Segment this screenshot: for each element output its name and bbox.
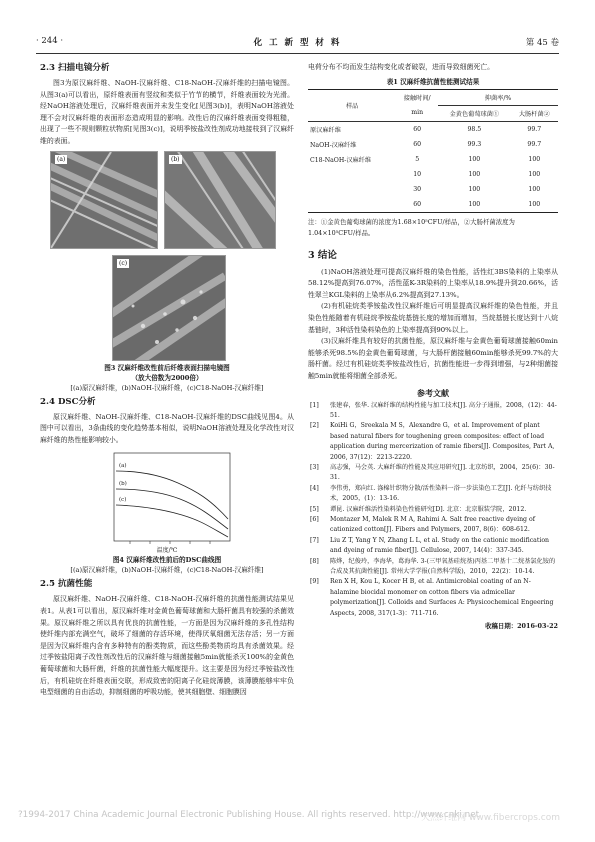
volume-label: 第 45 卷	[525, 38, 559, 48]
reference-item	[308, 505, 558, 515]
table-cell-time: 60	[413, 140, 422, 148]
table-cell-sample	[308, 182, 396, 197]
sem-label-a: (a)	[57, 155, 66, 163]
sem-image-a	[50, 151, 158, 249]
table-header-ecoli: 大肠杆菌②	[511, 105, 558, 121]
reference-text: 李伟勇，郑向红. 涤棉针织物分散/活性染料一浴一步法染色工艺[J]. 化纤与纺织技术，2005，(1)：13-16.	[330, 484, 552, 503]
reference-item	[308, 484, 558, 505]
table-cell-time: 10	[413, 170, 422, 178]
table-row	[308, 197, 558, 213]
header-rule	[36, 53, 559, 54]
section-2-4-title: 2.4 DSC分析	[40, 396, 96, 407]
table-cell-sample: NaOH-汉麻纤维	[310, 141, 357, 149]
figure-4-caption: 图4 汉麻纤维改性前后的DSC曲线图	[112, 556, 222, 565]
page-number: · 244 ·	[36, 36, 64, 46]
reference-number: [5]	[310, 505, 319, 513]
reference-item	[308, 536, 558, 557]
reference-item	[308, 421, 558, 463]
sem-label-b: (b)	[171, 155, 180, 163]
table-cell-ecoli: 100	[528, 170, 541, 178]
dsc-figure	[100, 449, 234, 555]
figure-3-magnification: （放大倍数为2000倍）	[131, 373, 203, 382]
antibacterial-table	[308, 89, 558, 213]
reference-text: KoiHi G，Sreekala M S，Alexandre G，et al. Improvement of plant based natural fibers for toughening green composites: effect of load application during mercerization of ramie fibers[J]. Composites, Part A, 2006, 37(12)：2213-2220.	[330, 422, 555, 461]
watermark-text: 天然纤维网 www.fibercrops.com	[421, 813, 560, 823]
conclusion-title: 3 结论	[308, 249, 337, 261]
table-cell-sample: 原汉麻纤维	[310, 126, 341, 134]
sem-image-a-texture	[51, 152, 157, 248]
reference-number: [3]	[310, 463, 319, 471]
table-row	[308, 137, 558, 152]
reference-number: [1]	[310, 401, 319, 409]
sem-image-b	[164, 151, 276, 249]
reference-item	[308, 577, 558, 619]
antibacterial-continuation: 电荷分布不均而发生结构变化或者破裂，进而导致细菌死亡。	[308, 63, 495, 71]
sem-image-b-texture	[165, 152, 275, 248]
table-cell-time: 30	[413, 185, 422, 193]
table-cell-sample	[308, 167, 396, 182]
reference-item	[308, 401, 558, 422]
reference-number: [2]	[310, 422, 319, 430]
reference-number: [8]	[310, 557, 319, 565]
sem-label-c: (c)	[119, 259, 128, 267]
figure-3-caption: 图3 汉麻纤维改性前后纤维表面扫描电镜图	[104, 363, 230, 372]
table-header-inhibition: 抑菌率/%	[438, 89, 558, 105]
figure-4-legend: [(a)原汉麻纤维，(b)NaOH-汉麻纤维，(c)C18-NaOH-汉麻纤维]	[70, 566, 264, 575]
table-cell-staph: 100	[468, 155, 481, 163]
table-cell-ecoli: 99.7	[527, 140, 542, 148]
table-cell-staph: 100	[468, 185, 481, 193]
table-row	[308, 182, 558, 197]
conclusion-2: (2)有机硅烷类季铵盐改性汉麻纤维后可明显提高汉麻纤维的染色性能，并且染色性能随着有机硅烷季铵盐烷基链长度的增加而增加，当烷基链长度达到十八烷基链时，3种活性染料染色的上染率提高到90%以上。	[308, 302, 558, 334]
table-cell-ecoli: 99.7	[527, 125, 542, 133]
dsc-label-b: (b)	[119, 481, 127, 488]
section-2-5-title: 2.5 抗菌性能	[40, 579, 93, 590]
table-row	[308, 167, 558, 182]
table-row	[308, 152, 558, 167]
dsc-x-label: 温度/℃	[156, 547, 178, 555]
table-header-time: 接触时间/	[396, 89, 438, 105]
table-cell-sample	[308, 197, 396, 213]
figure-3-legend: [(a)原汉麻纤维，(b)NaOH-汉麻纤维，(c)C18-NaOH-汉麻纤维]	[70, 383, 264, 392]
reference-item	[308, 557, 558, 578]
table-cell-staph: 98.5	[467, 125, 482, 133]
table-cell-ecoli: 100	[511, 197, 558, 213]
reference-item	[308, 463, 558, 484]
received-date: 收稿日期：2016-03-22	[485, 622, 558, 631]
right-column	[308, 62, 558, 630]
dsc-curve-a	[116, 471, 228, 519]
reference-item	[308, 515, 558, 536]
sem-figure	[40, 151, 294, 363]
table-cell-time: 5	[415, 155, 420, 163]
reference-text: 高志强，马会英. 大麻纤维的性能及其应用研究[J]. 北京纺织，2004，25(6)：30-31.	[330, 463, 555, 482]
reference-text: Montazer M, Malek R M A, Rahimi A. Salt free reactive dyeing of cationized cotton[J]. Fibers and Polymers, 2007, 8(6)：608-612.	[330, 516, 536, 534]
table-header-sample: 样品	[308, 89, 396, 121]
reference-number: [6]	[310, 516, 319, 523]
table-row	[308, 121, 558, 137]
sem-image-c-texture	[113, 256, 225, 360]
section-2-5-text: 原汉麻纤维、NaOH-汉麻纤维、C18-NaOH-汉麻纤维的抗菌性能测试结果见表1。从表1可以看出，原汉麻纤维对金黄色葡萄球菌和大肠杆菌具有较强的杀菌效果。原汉麻纤维之所以具有优良的抗菌性能，一方面是因为汉麻纤维的多孔性结构使纤维内部充满空气，破坏了细菌的存活环境，使得厌氧细菌无法存活；另一方面是因为汉麻纤维内含有多种特有的酚类物质，而这些酚类物质均具有杀菌效果。经过季铵盐阳离子改性剂改性后的汉麻纤维与细菌接触5min就能杀灭100%的金黄色葡萄球菌和大肠杆菌，纤维的抗菌性能大幅度提升。这主要是因为经过季铵盐改性后，有机硅烷在纤维表面交联，形成致密的阳离子化硅烷薄膜，该薄膜能够牢牢负电型细菌的自由活动，抑制细菌的呼吸功能，使其细胞壁、细胞膜因	[40, 595, 294, 697]
journal-title: 化 工 新 型 材 料	[253, 38, 342, 48]
table-cell-sample: C18-NaOH-汉麻纤维	[310, 156, 372, 164]
section-2-3-text: 图3为原汉麻纤维、NaOH-汉麻纤维、C18-NaOH-汉麻纤维的扫描电镜图。从图3(a)可以看出，原纤维表面有竖纹和类似于竹节的横节，纤维表面较为光滑。经NaOH溶液处理后，汉麻纤维表面并未发生变化[见图3(b)]，表明NaOH溶液处理不会对汉麻纤维的表面形态造成明显的影响。改性后的汉麻纤维表面变得粗糙，出现了一些不规则颗粒状物质[见图3(c)]，说明季铵盐改性剂成功地接枝到了汉麻纤维的表面。	[40, 79, 294, 145]
conclusion-3: (3)汉麻纤维具有较好的抗菌性能，原汉麻纤维与金黄色葡萄球菌接触60min能够杀死98.5%的金黄色葡萄球菌，与大肠杆菌接触60min能够杀死99.7%的大肠杆菌。经过有机硅烷类季铵盐改性后，抗菌性能进一步得到增强，与2种细菌接触5min就能将细菌全部杀死。	[308, 337, 558, 380]
references-list	[308, 401, 558, 620]
references-title: 参考文献	[417, 387, 449, 398]
section-2-4-text: 原汉麻纤维、NaOH-汉麻纤维、C18-NaOH-汉麻纤维的DSC曲线见图4。从图中可以看出，3条曲线的变化趋势基本相似，说明NaOH溶液处理及化学改性对汉麻纤维的热性能影响较小。	[40, 412, 294, 444]
table-cell-staph: 99.3	[467, 140, 482, 148]
reference-text: 陈烨，纪俊玲，李海华，葛海华. 3-(三甲氧基硅烷基)丙基二甲基十二烷基氯化铵的合成及其抗菌性能[J]. 常州大学学报(自然科学版)，2010，22(2)：10-14.	[330, 557, 556, 576]
dsc-label-a: (a)	[119, 463, 127, 470]
table-cell-staph: 100	[468, 170, 481, 178]
reference-text: Liu Z T, Yang Y N, Zhang L L, et al. Study on the cationic modification and dyeing of ramie fiber[J]. Cellulose, 2007, 14(4)：337-345.	[330, 536, 550, 555]
conclusion-1: (1)NaOH溶液处理可提高汉麻纤维的染色性能，活性红3BS染料的上染率从58.12%提高到76.07%，活性蓝K-3R染料的上染率从18.9%提升到20.66%，活性翠兰KGL染料的上染率从6.2%提高到27.13%。	[308, 267, 558, 299]
reference-number: [4]	[310, 484, 319, 492]
table-cell-time: 60	[396, 197, 438, 213]
reference-text: 谭昆. 汉麻纤维活性染料染色性能研究[D]. 北京：北京服装学院，2012.	[330, 505, 527, 513]
left-column	[40, 62, 294, 699]
table-cell-ecoli: 100	[528, 155, 541, 163]
dsc-curve-c	[116, 505, 228, 537]
table-cell-staph: 100	[438, 197, 511, 213]
table-cell-ecoli: 100	[528, 185, 541, 193]
reference-number: [9]	[310, 578, 319, 586]
dsc-curve-b	[116, 489, 228, 529]
table-header-staph: 金黄色葡萄球菌①	[438, 105, 511, 121]
table-header-time-unit: min	[396, 105, 438, 121]
table-cell-time: 60	[413, 125, 422, 133]
sem-image-c	[112, 255, 226, 361]
running-header	[36, 36, 559, 50]
section-2-3-title: 2.3 扫描电镜分析	[40, 63, 110, 73]
copyright-line: ?1994-2017 China Academic Journal Electronic Publishing House. All rights reserved. http://www.cnki.net	[18, 810, 480, 820]
table-1-title: 表1 汉麻纤维抗菌性能测试结果	[386, 77, 480, 86]
reference-text: 张建春，张华. 汉麻纤维的结构性能与加工技术[J]. 高分子通报，2008，(12)：44-51.	[330, 401, 557, 419]
table-1-note: 注：①金黄色葡萄球菌的浓度为1.68×10⁵CFU/样品，②大肠杆菌浓度为1.04×10⁵CFU/样品。	[308, 217, 515, 237]
dsc-label-c: (c)	[119, 497, 127, 504]
reference-number: [7]	[310, 536, 319, 544]
reference-text: Ren X H, Kou L, Kocer H B, et al. Antimicrobial coating of an N-halamine biocidal monomer on cotton fibers via admicellar polymerization[J]. Colloids and Surfaces A: Physicochemical Engeering Aspects, 2008, 317(1-3)：711-716.	[330, 578, 554, 617]
page-footer	[18, 810, 578, 824]
